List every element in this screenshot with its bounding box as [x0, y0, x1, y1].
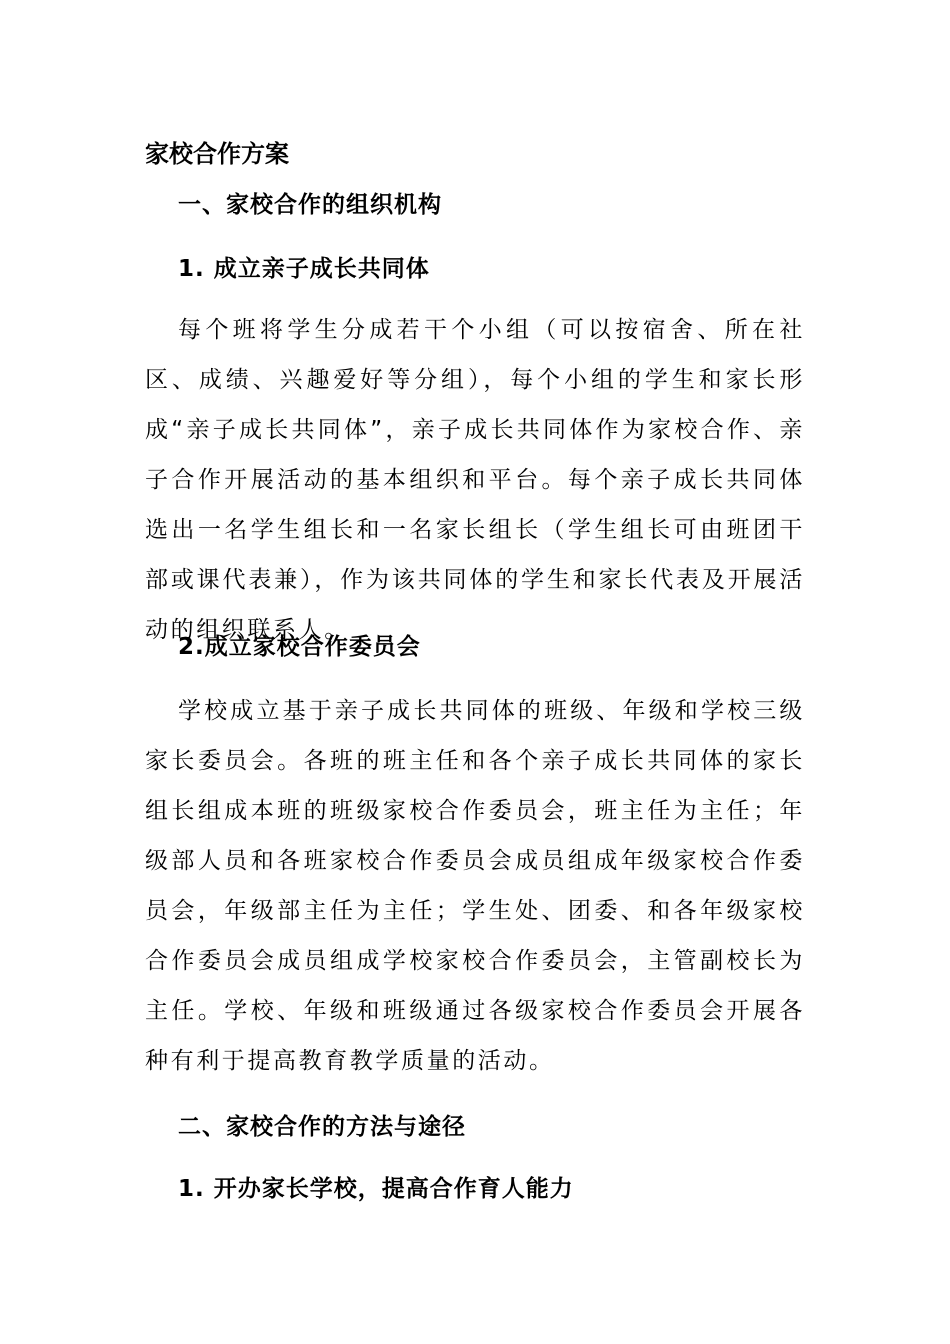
section-heading-methods: 二、家校合作的方法与途径 — [178, 1114, 466, 1140]
subheading-home-school-committee: 2.成立家校合作委员会 — [178, 634, 421, 660]
paragraph-home-school-committee: 学校成立基于亲子成长共同体的班级、年级和学校三级家长委员会。各班的班主任和各个亲子成长共同体的家长组长组成本班的班级家校合作委员会，班主任为主任；年级部人员和各班家校合作委员会成员组成年级家校合作委员会，年级部主任为主任；学生处、团委、和各年级家校合作委员会成员组成学校家校合作委员会，主管副校长为主任。学校、年级和班级通过各级家校合作委员会开展各种有利于提高教育教学质量的活动。 — [145, 698, 805, 1074]
section-heading-organization: 一、家校合作的组织机构 — [178, 192, 442, 218]
subheading-parent-child-community: 1. 成立亲子成长共同体 — [178, 256, 430, 282]
document-title: 家校合作方案 — [145, 140, 289, 168]
paragraph-parent-child-community: 每个班将学生分成若干个小组（可以按宿舍、所在社区、成绩、兴趣爱好等分组），每个小组的学生和家长形成“亲子成长共同体”，亲子成长共同体作为家校合作、亲子合作开展活动的基本组织和平台。每个亲子成长共同体选出一名学生组长和一名家长组长（学生组长可由班团干部或课代表兼），作为该共同体的学生和家长代表及开展活动的组织联系人。 — [145, 317, 805, 643]
subheading-parent-school: 1. 开办家长学校，提高合作育人能力 — [178, 1176, 574, 1202]
